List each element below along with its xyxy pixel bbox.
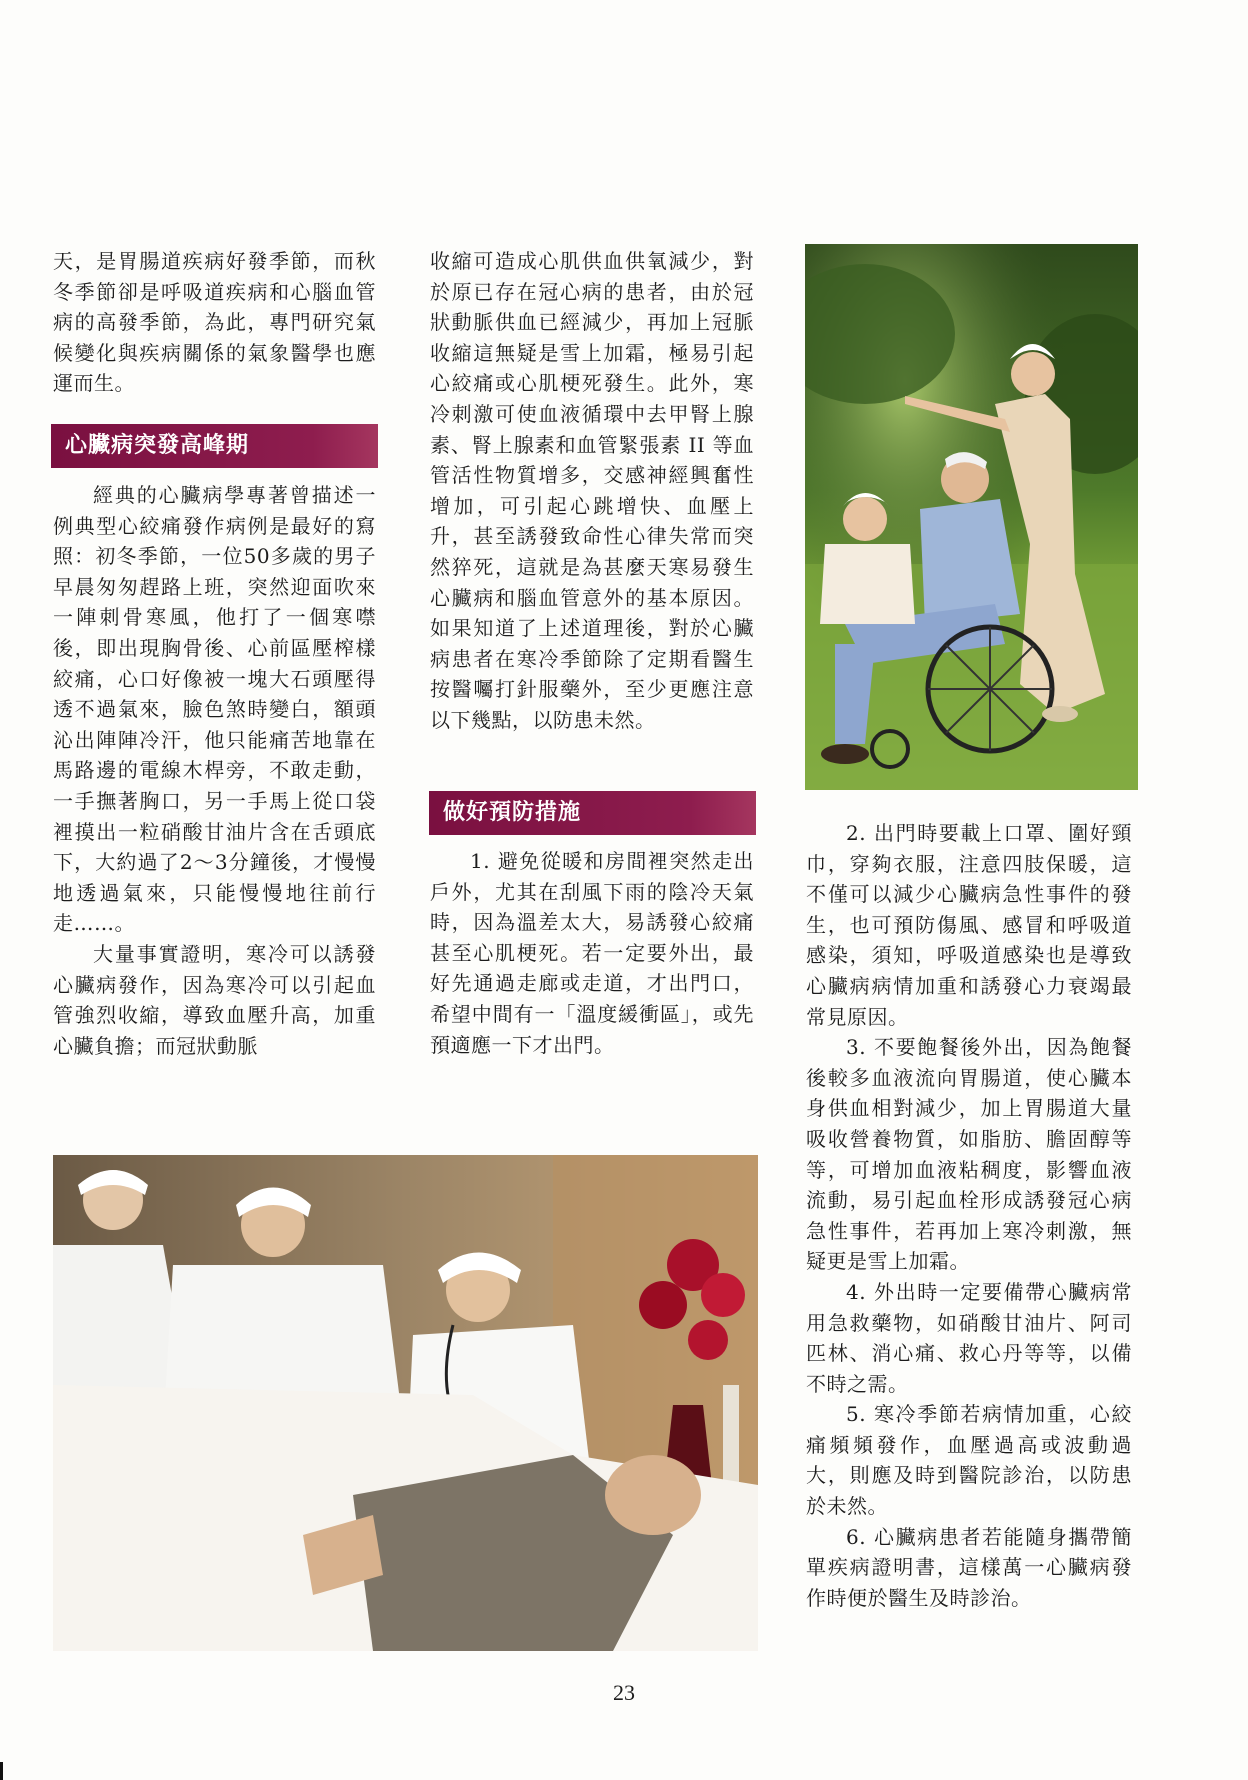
column-2-body — [430, 846, 754, 1060]
scan-edge-mark — [0, 1762, 3, 1780]
column-1-paragraph-2: 大量事實證明，寒冷可以誘發心臟病發作，因為寒冷可以引起血管強烈收縮，導致血壓升高，加重心臟負擔；而冠狀動脈 — [53, 941, 376, 1058]
column-3 — [806, 818, 1132, 1613]
photo-doctors-illustration — [53, 1155, 758, 1651]
column-3-item-3: 3. 不要飽餐後外出，因為飽餐後較多血液流向胃腸道，使心臟本身供血相對減少，加上胃腸道大量吸收營養物質，如脂肪、膽固醇等等，可增加血液粘稠度，影響血液流動，易引起血栓形成誘發冠心病急性事件，若再加上寒冷刺激，無疑更是雪上加霜。 — [806, 1035, 1132, 1274]
column-3-item-4: 4. 外出時一定要備帶心臟病常用急救藥物，如硝酸甘油片、阿司匹林、消心痛、救心丹等等，以備不時之需。 — [806, 1279, 1132, 1396]
column-2-paragraph-1: 收縮可造成心肌供血供氧減少，對於原已存在冠心病的患者，由於冠狀動脈供血已經減少，再加上冠脈收縮這無疑是雪上加霜，極易引起心絞痛或心肌梗死發生。此外，寒冷刺激可使血液循環中去甲腎上腺素、腎上腺素和血管緊張素 II 等血管活性物質增多，交感神經興奮性增加，可引起心跳增快、血壓上升，甚至誘發致命性心律失常而突然猝死，這就是為甚麼天寒易發生心臟病和腦血管意外的基本原因。如果知道了上述道理後，對於心臟病患者在寒冷季節除了定期看醫生按醫囑打針服藥外，至少更應注意以下幾點，以防患未然。 — [430, 249, 754, 732]
photo-nurses-wheelchair — [805, 244, 1138, 790]
column-1-paragraph-1: 經典的心臟病學專著曾描述一例典型心絞痛發作病例是最好的寫照：初冬季節，一位50多歲的男子早晨匆匆趕路上班，突然迎面吹來一陣刺骨寒風，他打了一個寒噤後，即出現胸骨後、心前區壓榨樣絞痛，心口好像被一塊大石頭壓得透不過氣來，臉色煞時變白，額頭沁出陣陣冷汗，他只能痛苦地靠在馬路邊的電線木桿旁，不敢走動，一手撫著胸口，另一手馬上從口袋裡摸出一粒硝酸甘油片含在舌頭底下，大約過了2～3分鐘後，才慢慢地透過氣來，只能慢慢地往前行走……。 — [53, 483, 376, 936]
column-1 — [53, 246, 376, 399]
column-1-body — [53, 480, 376, 1061]
column-3-item-6: 6. 心臟病患者若能隨身攜帶簡單疾病證明書，這樣萬一心臟病發作時便於醫生及時診治。 — [806, 1524, 1132, 1610]
photo-nurses-wheelchair-illustration — [805, 244, 1138, 790]
column-3-item-5: 5. 寒冷季節若病情加重，心絞痛頻頻發作，血壓過高或波動過大，則應及時到醫院診治，以防患於未然。 — [806, 1402, 1132, 1519]
column-2 — [430, 246, 754, 736]
section-heading-heart-attack-peak: 心臟病突發高峰期 — [51, 424, 378, 468]
column-3-item-2: 2. 出門時要載上口罩、圍好頸巾，穿夠衣服，注意四肢保暖，這不僅可以減少心臟病急性事件的發生，也可預防傷風、感冒和呼吸道感染，須知，呼吸道感染也是導致心臟病病情加重和誘發心力衰竭最常見原因。 — [806, 821, 1132, 1029]
column-2-paragraph-2: 1. 避免從暖和房間裡突然走出戶外，尤其在刮風下雨的陰冷天氣時，因為溫差太大，易誘發心絞痛甚至心肌梗死。若一定要外出，最好先通過走廊或走道，才出門口，希望中間有一「溫度緩衝區」，或先預適應一下才出門。 — [430, 849, 754, 1057]
column-1-intro: 天，是胃腸道疾病好發季節，而秋冬季節卻是呼吸道疾病和心腦血管病的高發季節，為此，專門研究氣候變化與疾病關係的氣象醫學也應運而生。 — [53, 249, 376, 396]
photo-doctors-examining-patient — [53, 1155, 758, 1651]
page-number: 23 — [613, 1680, 635, 1705]
section-heading-prevention: 做好預防措施 — [429, 791, 756, 835]
